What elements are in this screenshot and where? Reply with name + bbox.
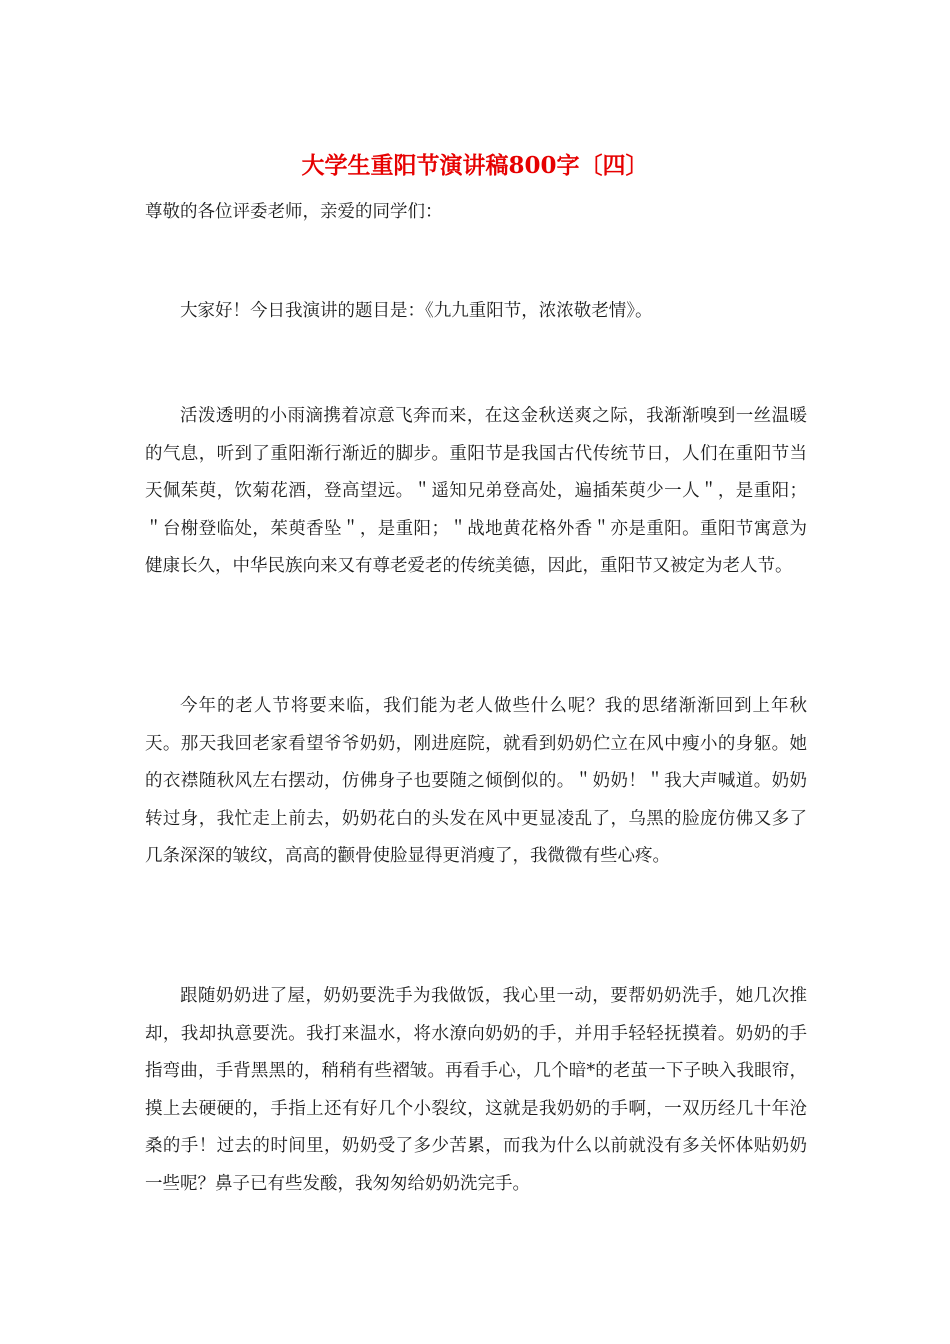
- salutation: 尊敬的各位评委老师，亲爱的同学们：: [145, 202, 443, 222]
- document-title: 大学生重阳节演讲稿800字〔四〕: [301, 152, 649, 179]
- paragraph-greeting: 大家好！今日我演讲的题目是：《九九重阳节，浓浓敬老情》。: [180, 301, 653, 321]
- paragraph-washing-hands: 跟随奶奶进了屋，奶奶要洗手为我做饭，我心里一动，要帮奶奶洗手，她几次推却，我却执意要洗。我打来温水，将水潦向奶奶的手，并用手轻轻抚摸着。奶奶的手指弯曲，手背黑黑的，稍稍有些褶皱。再看手心，几个暗*的老茧一下子映入我眼帘，摸上去硬硬的，手指上还有好几个小裂纹，这就是我奶奶的手啊，一双历经几十年沧桑的手！过去的时间里，奶奶受了多少苦累，而我为什么以前就没有多关怀体贴奶奶一些呢？鼻子已有些发酸，我匆匆给奶奶洗完手。: [145, 986, 807, 1194]
- paragraph-visiting-grandma: 今年的老人节将要来临，我们能为老人做些什么呢？我的思绪渐渐回到上年秋天。那天我回老家看望爷爷奶奶，刚进庭院，就看到奶奶伫立在风中瘦小的身躯。她的衣襟随秋风左右摆动，仿佛身子也要随之倾倒似的。＂奶奶！＂我大声喊道。奶奶转过身，我忙走上前去，奶奶花白的头发在风中更显凌乱了，乌黑的脸庞仿佛又多了几条深深的皱纹，高高的颧骨使脸显得更消瘦了，我微微有些心疼。: [145, 696, 807, 867]
- paragraph-double-ninth-intro: 活泼透明的小雨滴携着凉意飞奔而来，在这金秋送爽之际，我渐渐嗅到一丝温暖的气息，听到了重阳渐行渐近的脚步。重阳节是我国古代传统节日，人们在重阳节当天佩茱萸，饮菊花酒，登高望远。＂遥知兄弟登高处，遍插茱萸少一人＂，是重阳；＂台榭登临处，茱萸香坠＂，是重阳；＂战地黄花格外香＂亦是重阳。重阳节寓意为健康长久，中华民族向来又有尊老爱老的传统美德，因此，重阳节又被定为老人节。: [145, 406, 807, 577]
